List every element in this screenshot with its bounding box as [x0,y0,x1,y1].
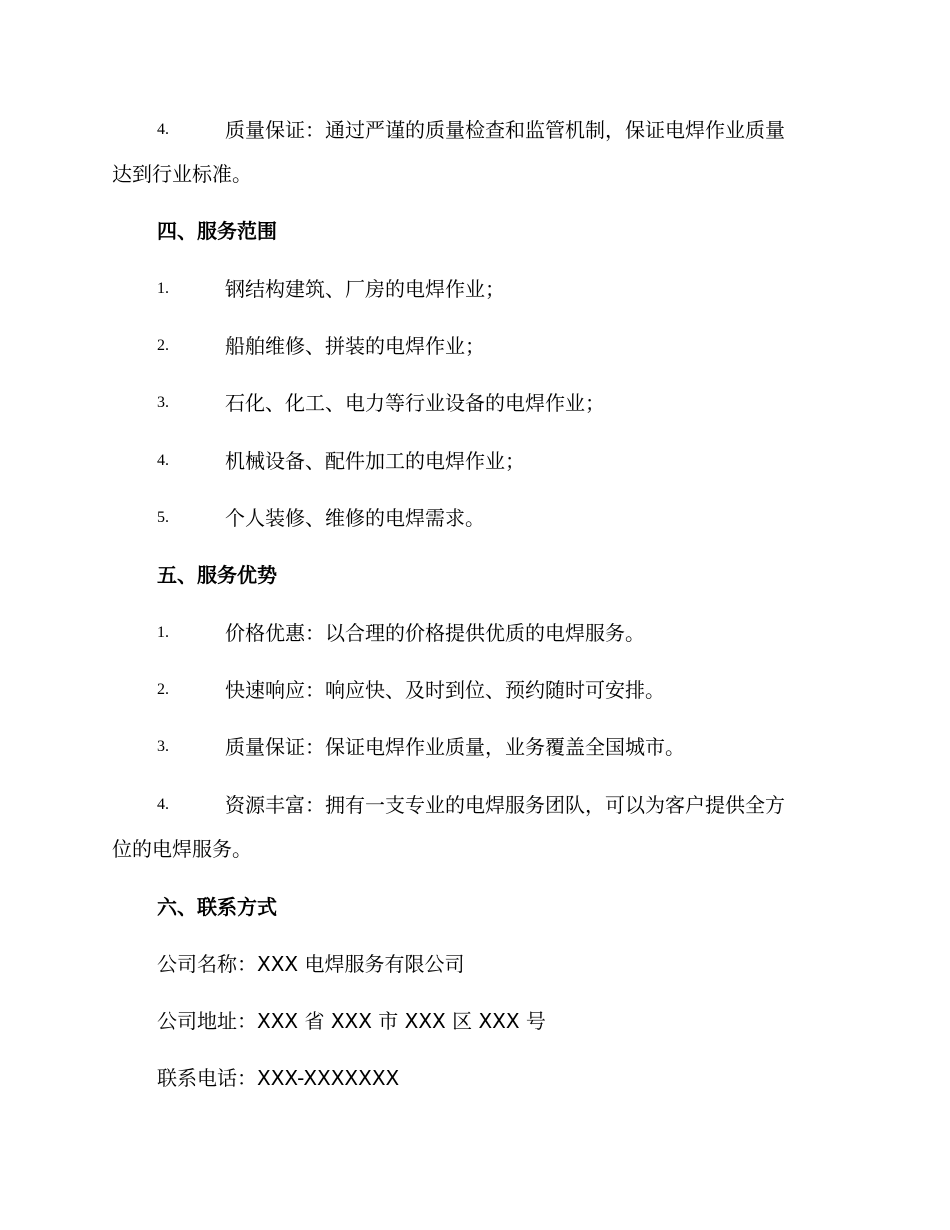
list-number: 1. [157,280,169,297]
company-name: 公司名称：XXX 电焊服务有限公司 [157,952,465,976]
section-heading-service-advantages: 五、服务优势 [157,563,277,587]
section-heading-contact: 六、联系方式 [157,895,277,919]
list-number: 4. [157,121,169,138]
list-item-text: 价格优惠：以合理的价格提供优质的电焊服务。 [225,621,645,645]
contact-phone: 联系电话：XXX-XXXXXXX [157,1066,400,1090]
list-number: 1. [157,624,169,641]
company-address: 公司地址：XXX 省 XXX 市 XXX 区 XXX 号 [157,1009,546,1033]
list-item-text: 资源丰富：拥有一支专业的电焊服务团队，可以为客户提供全方 [225,793,785,817]
list-item-text: 个人装修、维修的电焊需求。 [225,506,485,530]
list-number: 3. [157,394,169,411]
list-item-text-continued: 位的电焊服务。 [112,837,252,861]
list-item-text: 钢结构建筑、厂房的电焊作业； [225,277,505,301]
list-number: 4. [157,452,169,469]
list-number: 2. [157,681,169,698]
list-number: 3. [157,738,169,755]
list-number: 2. [157,337,169,354]
list-item-text-continued: 达到行业标准。 [112,162,252,186]
section-heading-service-scope: 四、服务范围 [157,219,277,243]
list-number: 5. [157,509,169,526]
list-item-text: 船舶维修、拼装的电焊作业； [225,334,485,358]
list-number: 4. [157,796,169,813]
list-item-text: 质量保证：通过严谨的质量检查和监管机制，保证电焊作业质量 [225,118,785,142]
list-item-text: 快速响应：响应快、及时到位、预约随时可安排。 [225,678,665,702]
list-item-text: 石化、化工、电力等行业设备的电焊作业； [225,391,605,415]
list-item-text: 质量保证：保证电焊作业质量，业务覆盖全国城市。 [225,735,685,759]
list-item-text: 机械设备、配件加工的电焊作业； [225,449,525,473]
